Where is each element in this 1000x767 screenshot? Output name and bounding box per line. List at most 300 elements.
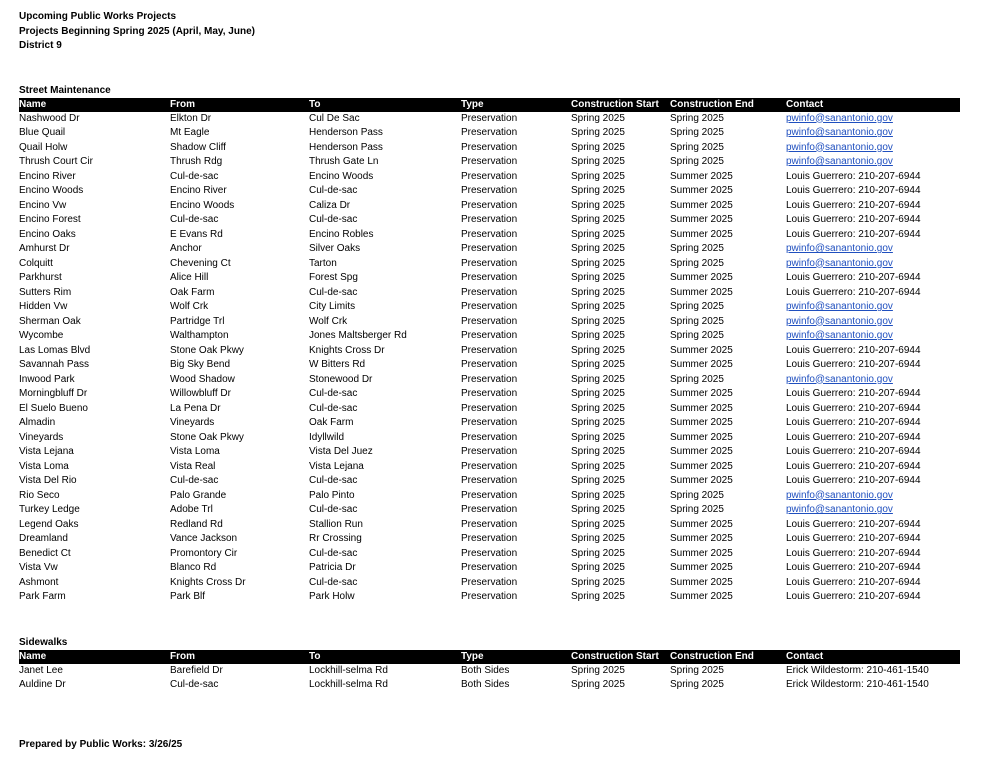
column-header-name: Name	[19, 98, 170, 112]
cell-start: Spring 2025	[571, 141, 625, 153]
cell-name: Amhurst Dr	[19, 243, 70, 254]
cell-to: Cul-de-sac	[309, 185, 358, 196]
cell-from: Promontory Cir	[170, 547, 238, 559]
cell-from: Big Sky Bend	[170, 359, 231, 370]
cell-from: Cul-de-sac	[170, 475, 219, 486]
cell-name: Vineyards	[19, 431, 64, 443]
cell-from: Park Blf	[170, 591, 206, 602]
street-maintenance-table	[19, 98, 960, 605]
cell-to: Tarton	[309, 257, 337, 269]
cell-contact: Louis Guerrero: 210-207-6944	[786, 533, 921, 544]
cell-contact: Louis Guerrero: 210-207-6944	[786, 547, 921, 559]
cell-name: Hidden Vw	[19, 301, 68, 312]
cell-end: Summer 2025	[670, 359, 733, 370]
cell-to: Thrush Gate Ln	[309, 156, 379, 167]
cell-contact	[786, 112, 960, 127]
cell-type: Preservation	[461, 330, 518, 341]
cell-to: Park Holw	[309, 591, 355, 602]
cell-to: W Bitters Rd	[309, 359, 366, 370]
cell-contact	[786, 242, 960, 257]
cell-end: Spring 2025	[670, 257, 724, 269]
cell-type: Preservation	[461, 547, 518, 559]
cell-name: Vista Vw	[19, 562, 58, 573]
table-row	[19, 242, 960, 257]
cell-from: Cul-de-sac	[170, 214, 219, 225]
cell-name: El Suelo Bueno	[19, 402, 88, 414]
cell-contact	[786, 155, 960, 170]
cell-start: Spring 2025	[571, 170, 625, 182]
cell-from: Willowbluff Dr	[170, 388, 231, 399]
sidewalks-rows	[19, 664, 960, 693]
cell-type: Preservation	[461, 591, 518, 602]
cell-start: Spring 2025	[571, 518, 625, 530]
cell-end: Summer 2025	[670, 446, 733, 457]
column-header-to: To	[309, 650, 461, 664]
cell-to: Cul-de-sac	[309, 547, 358, 559]
cell-type: Preservation	[461, 504, 518, 515]
table-row	[19, 590, 960, 605]
contact-email-link[interactable]: pwinfo@sanantonio.gov	[786, 373, 893, 385]
cell-end: Spring 2025	[670, 301, 724, 312]
table-row	[19, 445, 960, 460]
contact-email-link[interactable]: pwinfo@sanantonio.gov	[786, 257, 893, 269]
cell-from: Encino Woods	[170, 199, 235, 211]
cell-type: Preservation	[461, 344, 518, 356]
cell-start: Spring 2025	[571, 547, 625, 559]
table-row	[19, 561, 960, 576]
cell-type: Preservation	[461, 373, 518, 385]
sidewalks-table	[19, 650, 960, 693]
cell-name: Sutters Rim	[19, 286, 72, 298]
cell-from: Chevening Ct	[170, 257, 231, 269]
cell-end: Summer 2025	[670, 228, 733, 240]
cell-start: Spring 2025	[571, 228, 625, 240]
cell-from: Cul-de-sac	[170, 170, 219, 182]
cell-start: Spring 2025	[571, 359, 625, 370]
cell-contact: Louis Guerrero: 210-207-6944	[786, 402, 921, 414]
cell-end: Summer 2025	[670, 388, 733, 399]
cell-name: Auldine Dr	[19, 679, 66, 690]
cell-name: Vista Lejana	[19, 446, 74, 457]
cell-start: Spring 2025	[571, 330, 625, 341]
cell-type: Preservation	[461, 112, 518, 124]
cell-contact: Louis Guerrero: 210-207-6944	[786, 185, 921, 196]
cell-to: Silver Oaks	[309, 243, 361, 254]
column-header-construction-start: Construction Start	[571, 98, 670, 112]
contact-email-link[interactable]: pwinfo@sanantonio.gov	[786, 141, 893, 153]
table-row	[19, 489, 960, 504]
cell-contact: Louis Guerrero: 210-207-6944	[786, 359, 921, 370]
cell-from: Shadow Cliff	[170, 141, 226, 153]
cell-end: Summer 2025	[670, 286, 733, 298]
cell-start: Spring 2025	[571, 489, 625, 501]
cell-end: Summer 2025	[670, 562, 733, 573]
table-header-row	[19, 98, 960, 112]
cell-from: Barefield Dr	[170, 664, 223, 676]
cell-end: Spring 2025	[670, 315, 724, 327]
cell-end: Summer 2025	[670, 460, 733, 472]
cell-end: Summer 2025	[670, 170, 733, 182]
cell-contact	[786, 141, 960, 156]
cell-contact: Louis Guerrero: 210-207-6944	[786, 446, 921, 457]
cell-from: Alice Hill	[170, 272, 209, 283]
table-row	[19, 518, 960, 533]
cell-to: Encino Woods	[309, 170, 374, 182]
cell-start: Spring 2025	[571, 344, 625, 356]
cell-contact: Louis Guerrero: 210-207-6944	[786, 228, 921, 240]
cell-name: Almadin	[19, 417, 56, 428]
table-row	[19, 678, 960, 693]
cell-contact	[786, 329, 960, 344]
cell-start: Spring 2025	[571, 431, 625, 443]
cell-type: Preservation	[461, 156, 518, 167]
cell-to: Wolf Crk	[309, 315, 348, 327]
cell-name: Blue Quail	[19, 127, 66, 138]
table-row	[19, 300, 960, 315]
cell-contact: Louis Guerrero: 210-207-6944	[786, 286, 921, 298]
cell-start: Spring 2025	[571, 591, 625, 602]
cell-start: Spring 2025	[571, 199, 625, 211]
table-row	[19, 170, 960, 185]
cell-end: Spring 2025	[670, 127, 724, 138]
cell-contact: Erick Wildestorm: 210-461-1540	[786, 679, 929, 690]
table-row	[19, 329, 960, 344]
cell-start: Spring 2025	[571, 388, 625, 399]
cell-from: Vineyards	[170, 417, 215, 428]
cell-contact	[786, 315, 960, 330]
street-maintenance-rows	[19, 112, 960, 605]
cell-contact: Louis Guerrero: 210-207-6944	[786, 199, 921, 211]
cell-to: Knights Cross Dr	[309, 344, 385, 356]
table-row	[19, 184, 960, 199]
cell-type: Preservation	[461, 243, 518, 254]
cell-name: Las Lomas Blvd	[19, 344, 91, 356]
document-header	[19, 10, 960, 54]
cell-start: Spring 2025	[571, 156, 625, 167]
cell-start: Spring 2025	[571, 315, 625, 327]
table-row	[19, 257, 960, 272]
cell-start: Spring 2025	[571, 576, 625, 588]
cell-contact: Louis Guerrero: 210-207-6944	[786, 431, 921, 443]
cell-to: Lockhill-selma Rd	[309, 664, 388, 676]
table-row	[19, 547, 960, 562]
cell-name: Sherman Oak	[19, 315, 81, 327]
cell-to: Cul-de-sac	[309, 402, 358, 414]
cell-end: Spring 2025	[670, 679, 724, 690]
cell-contact	[786, 503, 960, 518]
cell-end: Spring 2025	[670, 664, 724, 676]
column-header-to: To	[309, 98, 461, 112]
cell-end: Summer 2025	[670, 185, 733, 196]
cell-name: Inwood Park	[19, 373, 75, 385]
cell-end: Spring 2025	[670, 243, 724, 254]
cell-end: Spring 2025	[670, 504, 724, 515]
cell-start: Spring 2025	[571, 272, 625, 283]
table-row	[19, 112, 960, 127]
contact-email-link[interactable]: pwinfo@sanantonio.gov	[786, 112, 893, 124]
cell-name: Parkhurst	[19, 272, 62, 283]
cell-to: Forest Spg	[309, 272, 358, 283]
cell-contact: Louis Guerrero: 210-207-6944	[786, 576, 921, 588]
cell-type: Preservation	[461, 388, 518, 399]
cell-start: Spring 2025	[571, 402, 625, 414]
cell-name: Wycombe	[19, 330, 64, 341]
cell-from: Stone Oak Pkwy	[170, 344, 244, 356]
cell-type: Preservation	[461, 315, 518, 327]
contact-email-link[interactable]: pwinfo@sanantonio.gov	[786, 315, 893, 327]
cell-end: Summer 2025	[670, 475, 733, 486]
cell-name: Legend Oaks	[19, 518, 79, 530]
cell-to: Cul De Sac	[309, 112, 360, 124]
cell-from: Walthampton	[170, 330, 229, 341]
cell-to: Cul-de-sac	[309, 475, 358, 486]
cell-name: Encino Woods	[19, 185, 84, 196]
cell-contact: Louis Guerrero: 210-207-6944	[786, 591, 921, 602]
table-row	[19, 402, 960, 417]
cell-start: Spring 2025	[571, 243, 625, 254]
cell-contact: Louis Guerrero: 210-207-6944	[786, 562, 921, 573]
cell-to: Oak Farm	[309, 417, 354, 428]
cell-to: Lockhill-selma Rd	[309, 679, 388, 690]
table-row	[19, 358, 960, 373]
cell-contact: Louis Guerrero: 210-207-6944	[786, 272, 921, 283]
cell-end: Spring 2025	[670, 156, 724, 167]
document-subtitle: Projects Beginning Spring 2025 (April, May, June)	[19, 25, 255, 37]
cell-to: Stonewood Dr	[309, 373, 373, 385]
cell-to: Cul-de-sac	[309, 214, 358, 225]
cell-from: Thrush Rdg	[170, 156, 223, 167]
cell-to: Patricia Dr	[309, 562, 356, 573]
cell-start: Spring 2025	[571, 562, 625, 573]
cell-from: La Pena Dr	[170, 402, 221, 414]
cell-end: Summer 2025	[670, 214, 733, 225]
cell-from: Mt Eagle	[170, 127, 210, 138]
cell-from: Wolf Crk	[170, 301, 209, 312]
cell-name: Dreamland	[19, 533, 68, 544]
cell-end: Summer 2025	[670, 402, 733, 414]
table-row	[19, 213, 960, 228]
cell-type: Preservation	[461, 562, 518, 573]
cell-contact: Louis Guerrero: 210-207-6944	[786, 388, 921, 399]
table-row	[19, 460, 960, 475]
cell-name: Thrush Court Cir	[19, 156, 93, 167]
cell-start: Spring 2025	[571, 475, 625, 486]
cell-end: Summer 2025	[670, 591, 733, 602]
table-row	[19, 271, 960, 286]
cell-type: Preservation	[461, 214, 518, 225]
contact-email-link[interactable]: pwinfo@sanantonio.gov	[786, 127, 893, 138]
cell-start: Spring 2025	[571, 214, 625, 225]
section-title-street-maintenance: Street Maintenance	[19, 84, 111, 96]
cell-type: Preservation	[461, 301, 518, 312]
cell-from: Vista Real	[170, 460, 216, 472]
table-row	[19, 373, 960, 388]
cell-start: Spring 2025	[571, 185, 625, 196]
cell-name: Ashmont	[19, 576, 59, 588]
cell-type: Preservation	[461, 431, 518, 443]
cell-end: Summer 2025	[670, 547, 733, 559]
document-title: Upcoming Public Works Projects	[19, 11, 177, 22]
cell-contact: Louis Guerrero: 210-207-6944	[786, 344, 921, 356]
cell-type: Preservation	[461, 475, 518, 486]
cell-from: E Evans Rd	[170, 228, 223, 240]
cell-end: Spring 2025	[670, 141, 724, 153]
cell-to: Jones Maltsberger Rd	[309, 330, 407, 341]
cell-name: Janet Lee	[19, 664, 63, 676]
cell-type: Preservation	[461, 228, 518, 240]
cell-to: Henderson Pass	[309, 141, 383, 153]
cell-contact	[786, 373, 960, 388]
cell-contact: Louis Guerrero: 210-207-6944	[786, 170, 921, 182]
cell-type: Preservation	[461, 359, 518, 370]
cell-from: Partridge Trl	[170, 315, 225, 327]
cell-contact: Louis Guerrero: 210-207-6944	[786, 475, 921, 486]
cell-name: Encino Vw	[19, 199, 67, 211]
cell-contact: Louis Guerrero: 210-207-6944	[786, 518, 921, 530]
table-row	[19, 664, 960, 679]
cell-end: Summer 2025	[670, 199, 733, 211]
cell-contact	[786, 489, 960, 504]
column-header-from: From	[170, 650, 309, 664]
cell-start: Spring 2025	[571, 257, 625, 269]
cell-to: Vista Lejana	[309, 460, 364, 472]
cell-name: Savannah Pass	[19, 359, 90, 370]
cell-to: Encino Robles	[309, 228, 374, 240]
table-row	[19, 126, 960, 141]
cell-contact: Louis Guerrero: 210-207-6944	[786, 417, 921, 428]
column-header-from: From	[170, 98, 309, 112]
cell-end: Summer 2025	[670, 533, 733, 544]
cell-start: Spring 2025	[571, 286, 625, 298]
cell-type: Both Sides	[461, 664, 510, 676]
cell-from: Knights Cross Dr	[170, 576, 246, 588]
cell-to: Stallion Run	[309, 518, 363, 530]
cell-type: Preservation	[461, 417, 518, 428]
cell-end: Summer 2025	[670, 518, 733, 530]
cell-name: Rio Seco	[19, 489, 60, 501]
cell-start: Spring 2025	[571, 664, 625, 676]
cell-type: Preservation	[461, 199, 518, 211]
cell-type: Preservation	[461, 257, 518, 269]
cell-end: Spring 2025	[670, 330, 724, 341]
cell-type: Preservation	[461, 446, 518, 457]
cell-end: Summer 2025	[670, 431, 733, 443]
table-row	[19, 155, 960, 170]
cell-type: Preservation	[461, 141, 518, 153]
cell-to: Idyllwild	[309, 431, 345, 443]
table-row	[19, 431, 960, 446]
cell-name: Encino Oaks	[19, 228, 76, 240]
cell-type: Preservation	[461, 533, 518, 544]
table-row	[19, 576, 960, 591]
contact-email-link[interactable]: pwinfo@sanantonio.gov	[786, 489, 893, 501]
cell-start: Spring 2025	[571, 460, 625, 472]
cell-name: Encino Forest	[19, 214, 81, 225]
cell-end: Summer 2025	[670, 344, 733, 356]
cell-contact	[786, 126, 960, 141]
cell-start: Spring 2025	[571, 417, 625, 428]
cell-to: Cul-de-sac	[309, 504, 358, 515]
cell-from: Wood Shadow	[170, 373, 235, 385]
cell-end: Spring 2025	[670, 112, 724, 124]
cell-type: Preservation	[461, 576, 518, 588]
cell-from: Oak Farm	[170, 286, 215, 298]
cell-contact	[786, 300, 960, 315]
cell-start: Spring 2025	[571, 679, 625, 690]
table-row	[19, 344, 960, 359]
table-header-row	[19, 650, 960, 664]
cell-end: Summer 2025	[670, 417, 733, 428]
spacer	[19, 605, 960, 636]
column-header-name: Name	[19, 650, 170, 664]
cell-type: Preservation	[461, 127, 518, 138]
cell-type: Both Sides	[461, 679, 510, 690]
cell-type: Preservation	[461, 170, 518, 182]
cell-start: Spring 2025	[571, 301, 625, 312]
cell-contact: Erick Wildestorm: 210-461-1540	[786, 664, 929, 676]
spacer	[19, 54, 960, 84]
prepared-by-footer: Prepared by Public Works: 3/26/25	[19, 738, 183, 750]
cell-contact: Louis Guerrero: 210-207-6944	[786, 460, 921, 472]
table-row	[19, 228, 960, 243]
cell-type: Preservation	[461, 489, 518, 501]
cell-from: Vance Jackson	[170, 533, 238, 544]
cell-from: Cul-de-sac	[170, 679, 219, 690]
contact-email-link[interactable]: pwinfo@sanantonio.gov	[786, 243, 893, 254]
document-page	[19, 10, 960, 752]
cell-from: Adobe Trl	[170, 504, 213, 515]
cell-type: Preservation	[461, 286, 518, 298]
table-row	[19, 503, 960, 518]
table-row	[19, 315, 960, 330]
cell-type: Preservation	[461, 185, 518, 196]
cell-name: Vista Del Rio	[19, 475, 77, 486]
cell-to: Henderson Pass	[309, 127, 383, 138]
section-title-sidewalks: Sidewalks	[19, 636, 68, 648]
table-row	[19, 199, 960, 214]
cell-name: Morningbluff Dr	[19, 388, 88, 399]
cell-end: Summer 2025	[670, 272, 733, 283]
cell-end: Spring 2025	[670, 489, 724, 501]
column-header-type: Type	[461, 650, 571, 664]
contact-email-link[interactable]: pwinfo@sanantonio.gov	[786, 330, 893, 341]
table-row	[19, 416, 960, 431]
contact-email-link[interactable]: pwinfo@sanantonio.gov	[786, 504, 893, 515]
table-row	[19, 286, 960, 301]
column-header-contact: Contact	[786, 650, 960, 664]
cell-start: Spring 2025	[571, 504, 625, 515]
cell-name: Quail Holw	[19, 141, 68, 153]
contact-email-link[interactable]: pwinfo@sanantonio.gov	[786, 156, 893, 167]
cell-from: Anchor	[170, 243, 202, 254]
cell-contact	[786, 257, 960, 272]
cell-name: Park Farm	[19, 591, 66, 602]
cell-name: Turkey Ledge	[19, 504, 80, 515]
cell-to: Vista Del Juez	[309, 446, 373, 457]
cell-name: Vista Loma	[19, 460, 69, 472]
cell-start: Spring 2025	[571, 373, 625, 385]
cell-to: Palo Pinto	[309, 489, 355, 501]
cell-type: Preservation	[461, 518, 518, 530]
cell-contact: Louis Guerrero: 210-207-6944	[786, 214, 921, 225]
spacer	[19, 693, 960, 738]
cell-name: Nashwood Dr	[19, 112, 80, 124]
cell-to: Rr Crossing	[309, 533, 362, 544]
table-row	[19, 141, 960, 156]
contact-email-link[interactable]: pwinfo@sanantonio.gov	[786, 301, 893, 312]
table-row	[19, 532, 960, 547]
cell-from: Palo Grande	[170, 489, 227, 501]
